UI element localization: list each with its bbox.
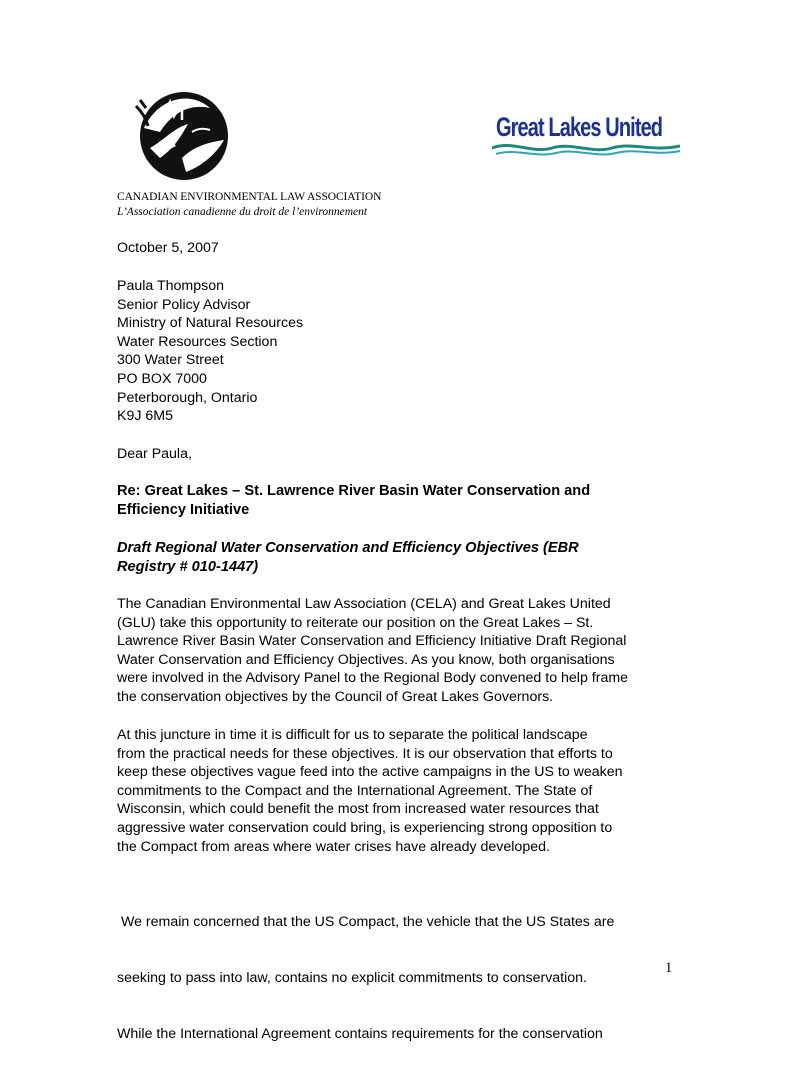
paragraph-line: Wisconsin, which could benefit the most from increased water resources that	[117, 801, 599, 818]
recipient-postal: K9J 6M5	[117, 408, 173, 425]
page-number: 1	[665, 960, 673, 976]
re-heading-line-1: Re: Great Lakes – St. Lawrence River Basin Water Conservation and	[117, 483, 591, 499]
cela-logo-icon	[130, 88, 234, 184]
glu-wordmark: Great Lakes United	[496, 112, 663, 142]
recipient-pobox: PO BOX 7000	[117, 371, 207, 387]
great-lakes-united-logo	[492, 112, 682, 160]
recipient-section: Water Resources Section	[117, 333, 278, 350]
org-name-french: L’Association canadienne du droit de l’environnement	[117, 206, 368, 218]
subheading-line-2: Registry # 010-1447)	[117, 559, 259, 575]
recipient-city: Peterborough, Ontario	[117, 389, 258, 406]
recipient-title: Senior Policy Advisor	[117, 296, 251, 313]
paragraph-line: At this juncture in time it is difficult for us to separate the political landscape	[117, 727, 588, 743]
salutation: Dear Paula,	[117, 446, 192, 462]
paragraph-line: commitments to the Compact and the International Agreement. The State of	[117, 782, 593, 799]
paragraph-line: from the practical needs for these objectives. It is our observation that efforts to	[117, 745, 613, 762]
recipient-street: 300 Water Street	[117, 352, 224, 369]
body-paragraph	[117, 726, 687, 856]
body-paragraph	[117, 595, 687, 707]
recipient-name: Paula Thompson	[117, 278, 225, 294]
paragraph-line: aggressive water conservation could bring, is experiencing strong opposition to	[117, 819, 613, 836]
paragraph-line: keep these objectives vague feed into the active campaigns in the US to weaken	[117, 764, 623, 781]
paragraph-line: While the International Agreement contains requirements for the conservation	[117, 1025, 603, 1042]
subheading-line-1: Draft Regional Water Conservation and Efficiency Objectives (EBR	[117, 540, 579, 556]
org-name-english: CANADIAN ENVIRONMENTAL LAW ASSOCIATION	[117, 191, 382, 203]
body-paragraph	[117, 876, 687, 1081]
paragraph-line: The Canadian Environmental Law Association (CELA) and Great Lakes United	[117, 596, 611, 612]
paragraph-line: seeking to pass into law, contains no explicit commitments to conservation.	[117, 969, 587, 986]
paragraph-line: the Compact from areas where water crises have already developed.	[117, 838, 550, 855]
letter-date: October 5, 2007	[117, 240, 219, 256]
paragraph-line: were involved in the Advisory Panel to the Regional Body convened to help frame	[117, 670, 629, 687]
wave-icon	[492, 140, 682, 160]
paragraph-line: We remain concerned that the US Compact, the vehicle that the US States are	[117, 914, 615, 931]
paragraph-line: Lawrence River Basin Water Conservation and Efficiency Initiative Draft Regional	[117, 633, 627, 650]
paragraph-line: (GLU) take this opportunity to reiterate our position on the Great Lakes – St.	[117, 614, 594, 631]
recipient-org: Ministry of Natural Resources	[117, 315, 304, 332]
re-heading-line-2: Efficiency Initiative	[117, 502, 250, 518]
paragraph-line: the conservation objectives by the Council of Great Lakes Governors.	[117, 688, 554, 705]
paragraph-line: Water Conservation and Efficiency Objectives. As you know, both organisations	[117, 651, 615, 668]
